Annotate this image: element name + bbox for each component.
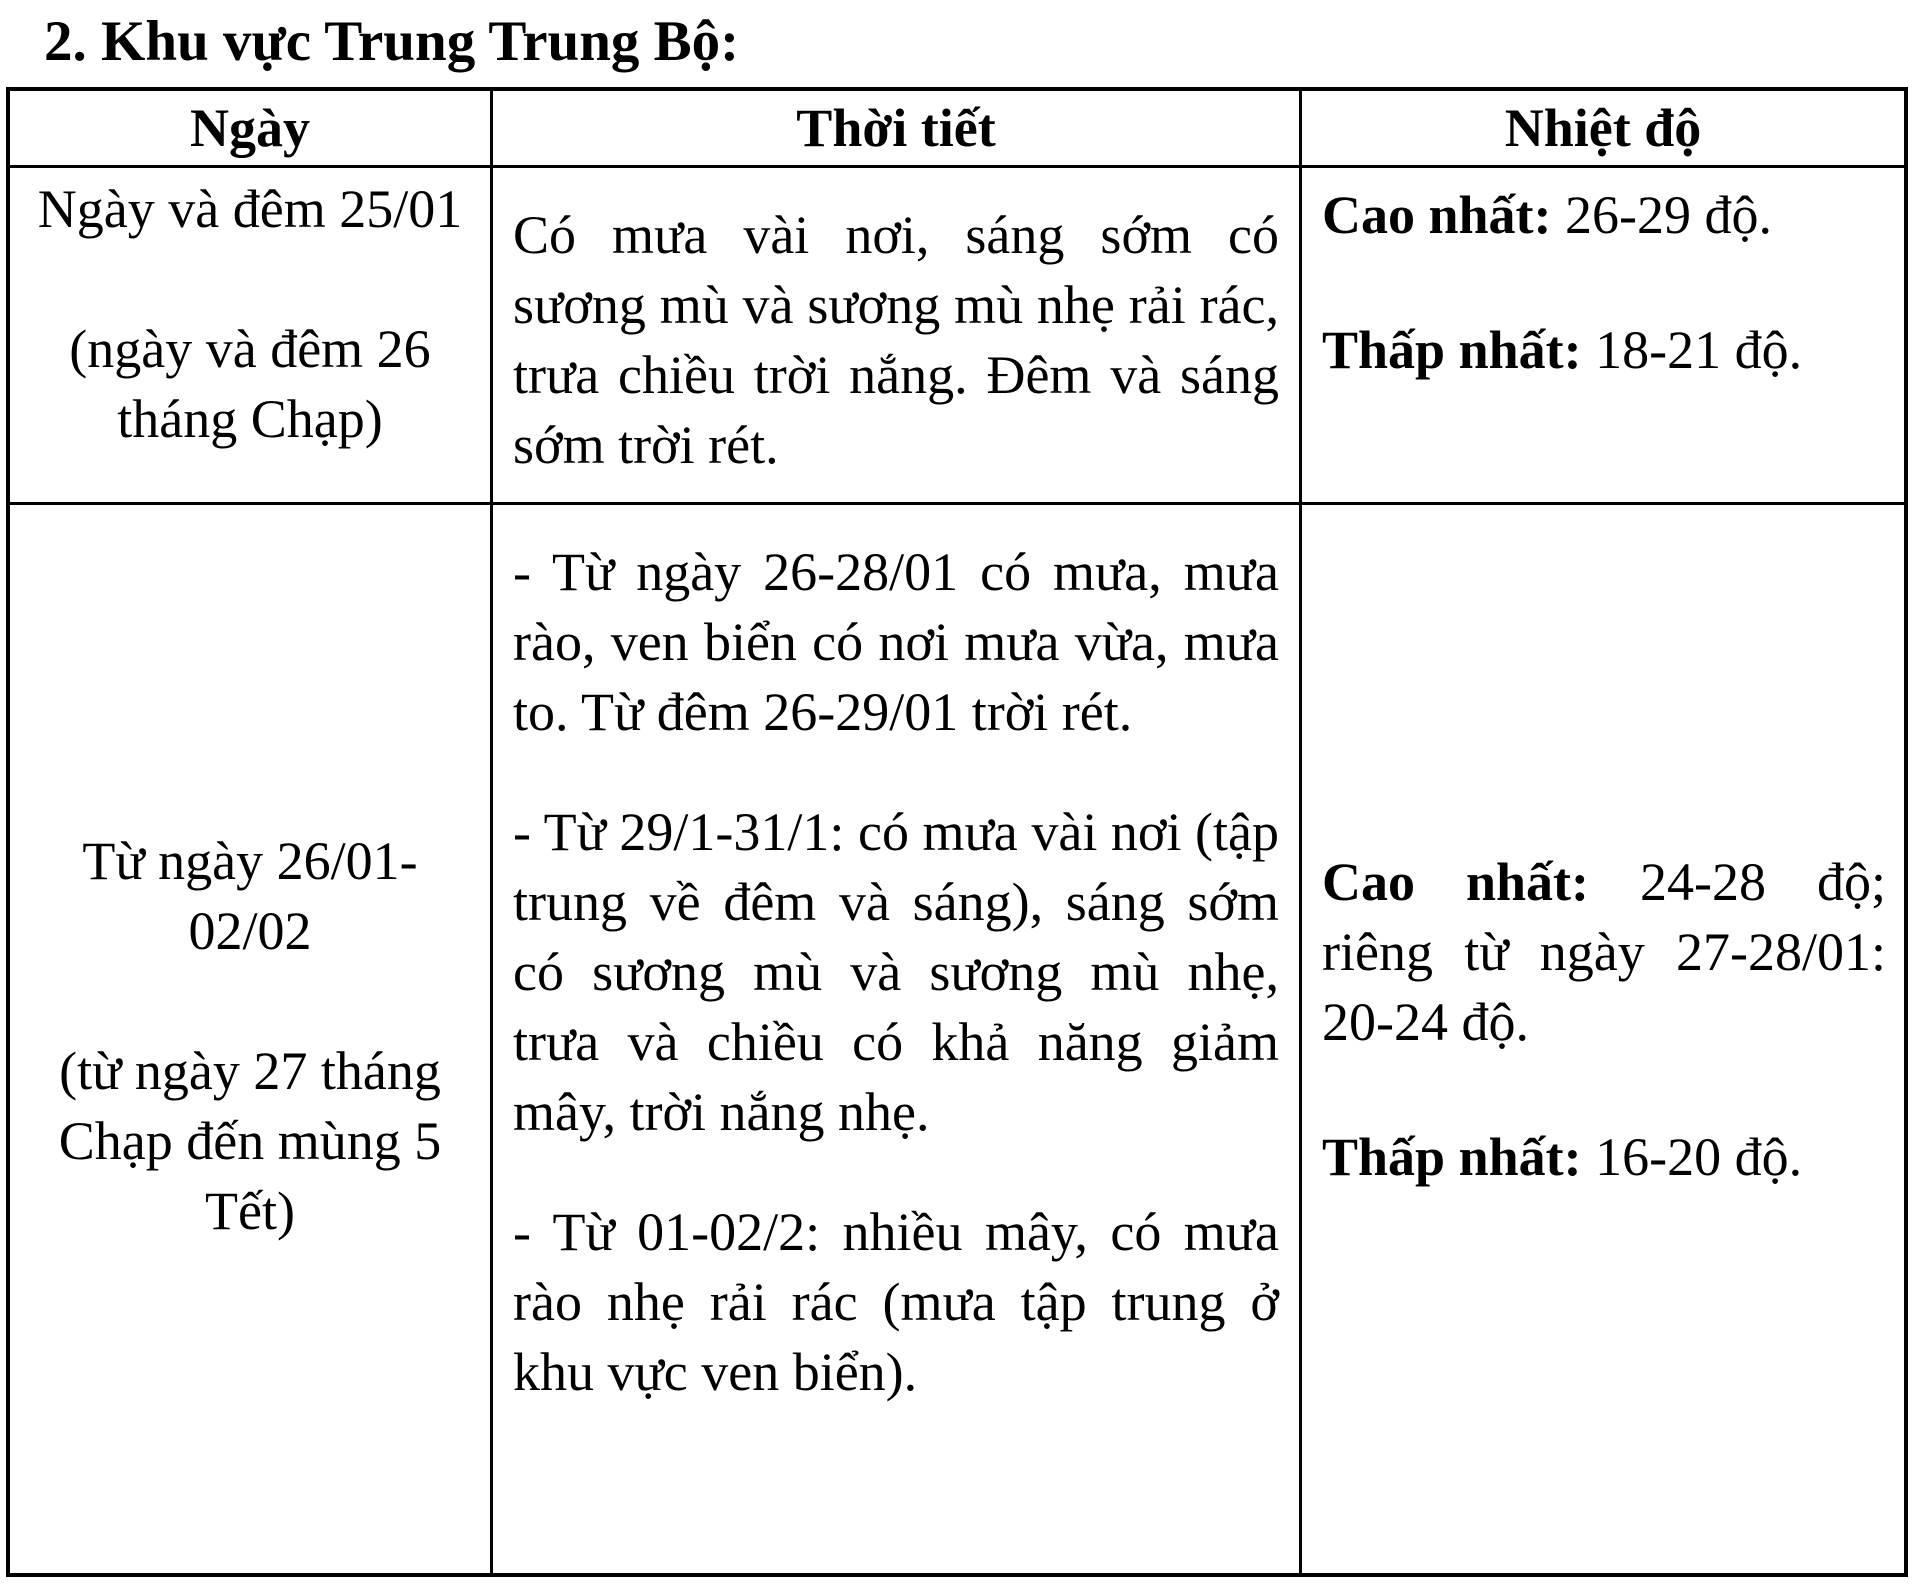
row1-day-cell — [10, 168, 490, 502]
temp-low-label: Thấp nhất: — [1322, 1126, 1582, 1187]
row1-day-lunar: (ngày và đêm 26 tháng Chạp) — [69, 319, 431, 449]
row2-temp-high — [1322, 847, 1886, 1057]
temp-high-label: Cao nhất: — [1322, 185, 1552, 245]
header-cell-temperature — [1302, 91, 1904, 165]
temp-low-label: Thấp nhất: — [1322, 320, 1582, 380]
row2-weather-paragraph-2: - Từ 29/1-31/1: có mưa vài nơi (tập trung về đêm và sáng), sáng sớm có sương mù và sương mù nhẹ, trưa và chiều có khả năng giảm mây, trời nắng nhẹ. — [513, 802, 1279, 1142]
row1-day-main: Ngày và đêm 25/01 — [37, 179, 463, 239]
row1-temperature-cell — [1302, 168, 1904, 502]
temp-low-value: 16-20 độ. — [1581, 1126, 1803, 1187]
spacer — [1322, 1057, 1886, 1122]
weather-table — [6, 87, 1908, 1577]
row2-weather-cell — [493, 505, 1299, 1573]
row1-temp-high — [1322, 180, 1886, 250]
temp-high-value: 24-28 độ; riêng từ ngày 27-28/01: 20-24 độ. — [1322, 851, 1886, 1052]
row2-day-cell — [10, 505, 490, 1573]
header-cell-weather — [493, 91, 1299, 165]
spacer — [22, 244, 478, 314]
row1-weather-paragraph: Có mưa vài nơi, sáng sớm có sương mù và sương mù nhẹ rải rác, trưa chiều trời nắng. Đêm và sáng sớm trời rét. — [513, 205, 1279, 475]
row1-temp-low — [1322, 315, 1886, 385]
row1-weather-cell — [493, 168, 1299, 502]
spacer — [513, 747, 1279, 797]
row2-day-main: Từ ngày 26/01-02/02 — [82, 831, 418, 961]
header-label-day: Ngày — [190, 98, 310, 158]
spacer — [22, 966, 478, 1036]
header-label-temperature: Nhiệt độ — [1504, 98, 1702, 158]
header-cell-day — [10, 91, 490, 165]
temp-low-value: 18-21 độ. — [1581, 320, 1803, 380]
spacer — [513, 1147, 1279, 1197]
row2-weather-paragraph-1: - Từ ngày 26-28/01 có mưa, mưa rào, ven biển có nơi mưa vừa, mưa to. Từ đêm 26-29/01 trời rét. — [513, 542, 1279, 742]
row2-weather-paragraph-3: - Từ 01-02/2: nhiều mây, có mưa rào nhẹ rải rác (mưa tập trung ở khu vực ven biển). — [513, 1202, 1279, 1402]
row2-temperature-cell — [1302, 505, 1904, 1573]
page-title: 2. Khu vực Trung Trung Bộ: — [44, 10, 740, 73]
temp-high-value: 26-29 độ. — [1551, 185, 1773, 245]
spacer — [1322, 250, 1886, 315]
temp-high-label: Cao nhất: — [1322, 851, 1590, 912]
row2-day-lunar: (từ ngày 27 tháng Chạp đến mùng 5 Tết) — [58, 1041, 442, 1241]
header-label-weather: Thời tiết — [796, 98, 996, 158]
row2-temp-low — [1322, 1122, 1886, 1192]
